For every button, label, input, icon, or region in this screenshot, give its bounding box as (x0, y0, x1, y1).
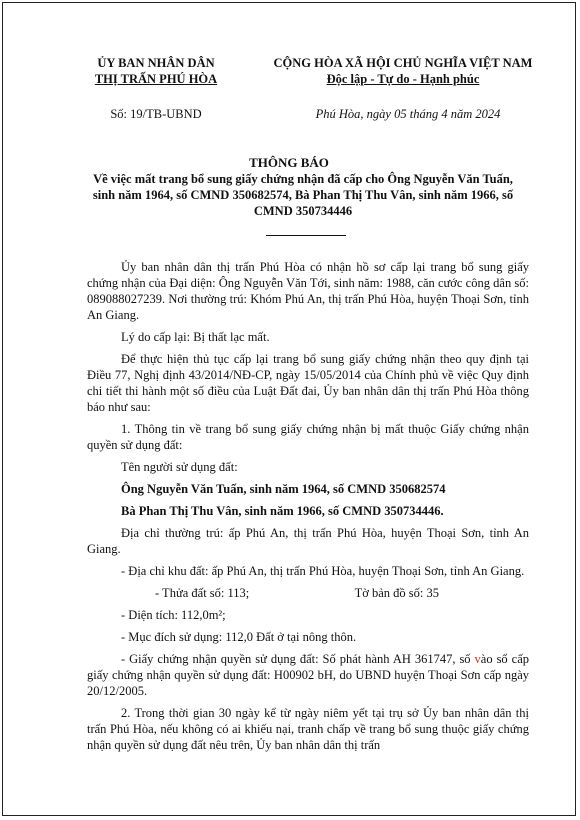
document-title: THÔNG BÁO (249, 155, 329, 170)
paragraph-land-user-heading: Tên người sử dụng đất: (121, 460, 238, 474)
paragraph-parcel (87, 585, 529, 601)
land-user-2: Bà Phan Thị Thu Vân, sinh năm 1966, số CMND 350734446. (121, 504, 444, 518)
document-subject: Về việc mất trang bổ sung giấy chứng nhận đã cấp cho Ông Nguyễn Văn Tuấn, sinh năm 1964, số CMND 350682574, Bà Phan Thị Thu Vân, sinh năm 1966, số CMND 350734446 (92, 172, 514, 218)
authority-line-2: THỊ TRẤN PHÚ HÒA (94, 72, 218, 86)
authority-line-1: ỦY BAN NHÂN DÂN (97, 56, 215, 70)
map-sheet-number: Tờ bản đồ số: 35 (354, 586, 439, 600)
title-divider (266, 235, 346, 236)
document-page (2, 2, 576, 816)
paragraph-applicant: Ủy ban nhân dân thị trấn Phú Hòa có nhận hồ sơ cấp lại trang bổ sung giấy chứng nhận của Đại diện: Ông Nguyễn Văn Tới, sinh năm: 1988, căn cước công dân số: 089088027239. Nơi thường trú: Khóm Phú An, thị trấn Phú Hòa, huyện Thoại Sơn, tỉnh An Giang. (87, 260, 529, 322)
motto-line: Độc lập - Tự do - Hạnh phúc (326, 72, 480, 86)
paragraph-reason: Lý do cấp lại: Bị thất lạc mất. (121, 330, 270, 344)
national-motto (253, 55, 553, 87)
document-number: Số: 19/TB-UBND (110, 107, 202, 121)
paragraph-section-2: 2. Trong thời gian 30 ngày kể từ ngày niêm yết tại trụ sở Ủy ban nhân dân thị trấn Phú Hòa, nếu không có ai khiếu nại, tranh chấp về trang bổ sung thuộc giấy chứng nhận quyền sử dụng đất nêu trên, Ủy ban nhân dân thị trấn (87, 706, 529, 752)
certificate-text-mark: v (474, 652, 481, 666)
document-body (87, 259, 529, 759)
certificate-text-end: ào sổ cấp giấy chứng nhận quyền sử dụng đất: H00902 bH, do UBND huyện Thoại Sơn cấp ngày 20/12/2005. (87, 652, 530, 698)
paragraph-area: - Diện tích: 112,0m²; (121, 608, 226, 622)
nation-line: CỘNG HÒA XÃ HỘI CHỦ NGHĨA VIỆT NAM (273, 56, 533, 70)
issuing-authority (81, 55, 231, 87)
paragraph-usage: - Mục đích sử dụng: 112,0 Đất ở tại nông thôn. (121, 630, 357, 644)
parcel-number: - Thửa đất số: 113; (155, 586, 250, 600)
paragraph-section-1: 1. Thông tin về trang bổ sung giấy chứng nhận bị mất thuộc Giấy chứng nhận quyền sử dụng đất: (87, 422, 529, 452)
paragraph-certificate (87, 651, 529, 699)
paragraph-legal-basis: Để thực hiện thủ tục cấp lại trang bổ sung giấy chứng nhận theo quy định tại Điều 77, Nghị định 43/2014/NĐ-CP, ngày 15/05/2014 của Chính phủ về việc Quy định chi tiết thi hành một số điều của Luật Đất đai, Ủy ban nhân dân thị trấn Phú Hòa thông báo như sau: (87, 352, 529, 414)
paragraph-residence: Địa chỉ thường trú: ấp Phú An, thị trấn Phú Hòa, huyện Thoại Sơn, tỉnh An Giang. (87, 526, 529, 556)
document-date: Phú Hòa, ngày 05 tháng 4 năm 2024 (315, 107, 501, 121)
certificate-text-start: - Giấy chứng nhận quyền sử dụng đất: Số phát hành AH 361747, số (121, 652, 475, 666)
land-user-1: Ông Nguyễn Văn Tuấn, sinh năm 1964, số CMND 350682574 (121, 482, 446, 496)
paragraph-land-address: - Địa chỉ khu đất: ấp Phú An, thị trấn Phú Hòa, huyện Thoại Sơn, tỉnh An Giang. (121, 564, 525, 578)
